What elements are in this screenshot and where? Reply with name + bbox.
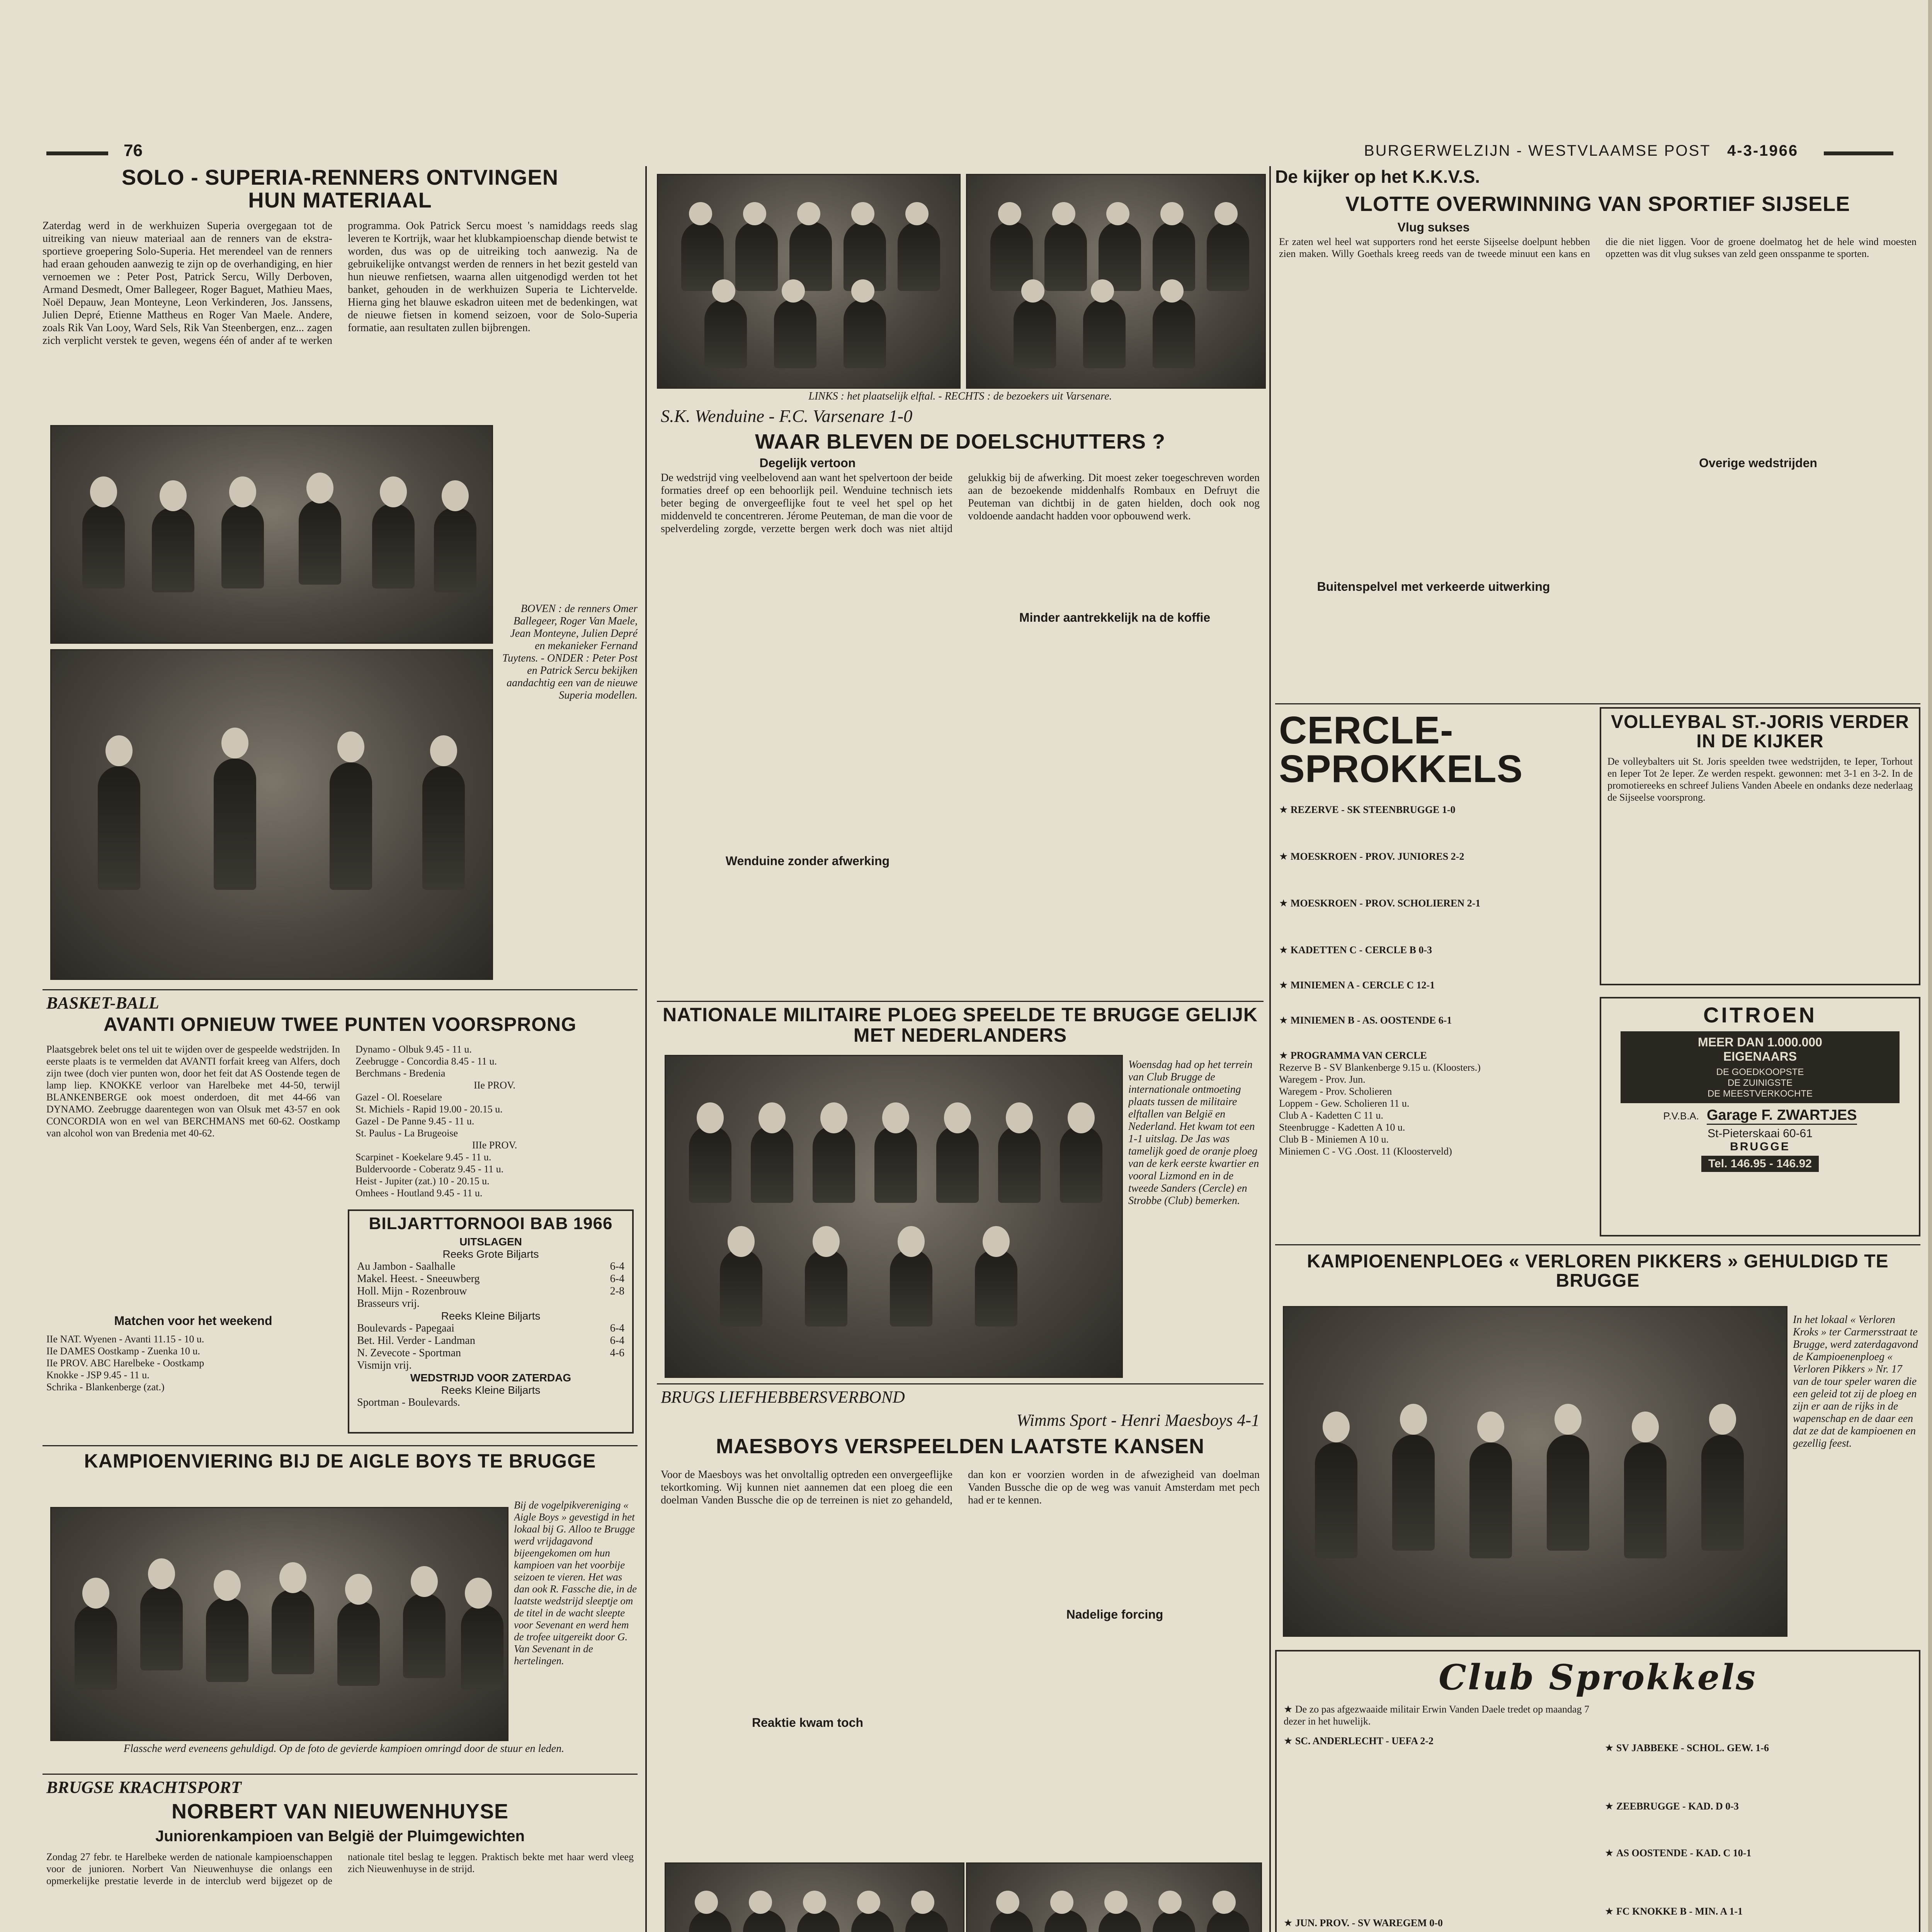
biljart-sat-line: Sportman - Boulevards. (357, 1396, 460, 1409)
club-item: ★ JUN. PROV. - SV WAREGEM 0-0 (1284, 1917, 1443, 1929)
star-icon: ★ (1279, 980, 1291, 991)
maes-sub-forcing: Nadelige forcing (1066, 1607, 1163, 1621)
biljart-row: Au Jambon - Saalhalle 6-4 (357, 1260, 624, 1273)
cercle-item: ★ REZERVE - SK STEENBRUGGE 1-0 (1279, 804, 1456, 815)
biljart-row: N. Zevecote - Sportman 4-6 (357, 1347, 624, 1359)
fixture-line: Zeebrugge - Concordia 8.45 - 11 u. (355, 1056, 497, 1067)
volley-box (1600, 707, 1920, 985)
biljart-row: Brasseurs vrij. (357, 1298, 420, 1310)
varsenare-team-photo-right (966, 174, 1266, 389)
cercle-program-line: Club B - Miniemen A 10 u. (1279, 1134, 1389, 1145)
maes-headline: MAESBOYS VERSPEELDEN LAATSTE KANSEN (716, 1435, 1205, 1458)
cercle-program-line: Rezerve B - SV Blankenberge 9.15 u. (Kloosters.) (1279, 1062, 1481, 1073)
kkvs-kicker: De kijker op het K.K.V.S. (1275, 167, 1480, 187)
column-1 (43, 166, 638, 451)
maes-sub-reaktie: Reaktie kwam toch (752, 1716, 864, 1730)
basket-matches-title: Matchen voor het weekend (114, 1314, 272, 1328)
solo-headline: SOLO - SUPERIA-RENNERS ONTVINGEN HUN MATERIAAL (121, 165, 559, 212)
citroen-brand: CITROEN (1703, 1003, 1817, 1027)
fixture-line: Heist - Jupiter (zat.) 10 - 20.15 u. (355, 1175, 490, 1187)
biljart-title: BILJARTTORNOOI BAB 1966 (369, 1214, 613, 1233)
kracht-headline: NORBERT VAN NIEUWENHUYSE (171, 1800, 509, 1823)
brugs-kicker: BRUGS LIEFHEBBERSVERBOND (661, 1388, 905, 1406)
maes-body: Voor de Maesboys was het onvoltallig optreden een onvergeeflijke tekortkoming. Wij kunnen niet aannemen dat een ploeg die een doelman Vanden Bussche die op de terreinen is niet zo gehandeld, dan kon er voorzien worden in de afwezigheid van doelman Vanden Bussche die op de weg was vanuit Amsterdam met pech had er te kennen. (661, 1469, 1260, 1506)
pikkers-caption: In het lokaal « Verloren Kroks » ter Carmersstraat te Brugge, werd zaterdagavond de Kampioenenploeg « Verloren Pikkers » Nr. 17 van de tour speler waren die een geleid tot zij de ploeg en zijn er aan de rijks in de wapenschap en de daar een dat ze dat de kampioenen en gezellig feest. (1793, 1314, 1918, 1449)
club-item: ★ SC. ANDERLECHT - UEFA 2-2 (1284, 1735, 1434, 1747)
header-bar-left (46, 151, 108, 155)
fixture-line: St. Michiels - Rapid 19.00 - 20.15 u. (355, 1104, 503, 1115)
star-icon: ★ (1279, 898, 1291, 909)
rule-nmp-top (657, 1001, 1264, 1002)
star-icon: ★ (1284, 1917, 1295, 1929)
biljart-reeks-grote: Reeks Grote Biljarts (442, 1248, 539, 1260)
basket-body: Plaatsgebrek belet ons tel uit te wijden over de gespeelde wedstrijden. In eerste plaats is te vermelden dat AVANTI forfait kreeg van Alfers, doch zijn twee (doch vier punten won, door het feit dat AS Oostende tegen de lamp liep. KNOKKE verloor van Harelbeke met 44-50, terwijl BLANKENBERGE ook moest onderdoen, dit met 44-66 van DYNAMO. Zeebrugge daarentegen won van Olsuk met 43-57 en ook CONCORDIA won en wel van BERCHMANS met 60-62. Oostkamp van alcohol won van Bredenia met 40-62. (46, 1044, 340, 1139)
rule-basket-top (43, 989, 638, 990)
star-icon: ★ (1605, 1801, 1616, 1812)
star-icon: ★ (1605, 1742, 1616, 1753)
biljart-row: Makel. Heest. - Sneeuwberg 6-4 (357, 1273, 624, 1285)
cercle-program-line: Waregem - Prov. Scholieren (1279, 1086, 1392, 1097)
biljart-row: Vismijn vrij. (357, 1359, 412, 1372)
sijsele-body: Er zaten wel heel wat supporters rond het eerste Sijseelse doelpunt hebben zien maken. Willy Goethals kreeg reeds van de tweede minuut een kans en die die niet liggen. Voor de groene doelmatog het de hele wind moesten opzetten was dit vlug sukses van zeld geen onsspanme te sporten. (1279, 236, 1917, 259)
citroen-pvba: P.V.B.A. (1663, 1110, 1699, 1122)
biljart-reeks-kleine: Reeks Kleine Biljarts (441, 1310, 541, 1322)
sijsele-sub-buitenspel: Buitenspelvel met verkeerde uitwerking (1317, 580, 1550, 594)
rule-cercle-top (1275, 703, 1920, 704)
aigle-caption: Bij de vogelpikvereniging « Aigle Boys » gevestigd in het lokaal bij G. Alloo te Brugge werd vrijdagavond bijeengekomen om hun kampioen van het voorbije seizoen te vieren. Het was dan ook R. Fassche die, in de laatste wedstrijd sleeptje om de titel in de wacht sleepte voor Sevenant en werd hem de trofee uitgereikt door G. Van Sevenant in de hertelingen. (514, 1499, 637, 1667)
sijsele-headline: VLOTTE OVERWINNING VAN SPORTIEF SIJSELE (1345, 192, 1850, 216)
column-rule-1 (645, 166, 647, 1932)
citroen-line2: EIGENAARS (1723, 1049, 1797, 1063)
wimms-photo (665, 1862, 964, 1932)
wenduine-team-photo-left (657, 174, 961, 389)
rule-pikkers-top (1275, 1244, 1920, 1245)
sijsele-sub-vlug: Vlug sukses (1397, 220, 1470, 234)
star-icon: ★ (1279, 804, 1291, 815)
match-line: Knokke - JSP 9.45 - 11 u. (46, 1369, 150, 1381)
kracht-body: Zondag 27 febr. te Harelbeke werden de nationale kampioenschappen voor de junioren. Norbert Van Nieuwenhuyse die onlangs een opmerkelijke prestatie leverde in de interclub werd bijgezet op de nationale titel beslag te leggen. Praktisch bekte met haar werd vleeg zich Nieuwenhuyse in de strijd. (46, 1851, 634, 1886)
doel-sub-degelijk: Degelijk vertoon (759, 456, 856, 470)
cercle-item: ★ MOESKROEN - PROV. SCHOLIEREN 2-1 (1279, 898, 1481, 909)
cercle-program-line: Miniemen C - VG .Oost. 11 (Kloosterveld) (1279, 1146, 1452, 1157)
star-icon: ★ (1284, 1704, 1295, 1715)
aigle-headline: KAMPIOENVIERING BIJ DE AIGLE BOYS TE BRUGGE (84, 1450, 596, 1472)
basket-matches-list (46, 1333, 340, 1393)
wenduine-match-kicker: S.K. Wenduine - F.C. Varsenare 1-0 (661, 406, 913, 426)
citroen-city: BRUGGE (1730, 1140, 1790, 1153)
citroen-tel: Tel. 146.95 - 146.92 (1701, 1156, 1819, 1172)
solo-photo-bottom (50, 649, 493, 980)
fixture-line: Berchmans - Bredenia (355, 1068, 446, 1079)
citroen-address: St-Pieterskaai 60-61 (1708, 1127, 1813, 1140)
cercle-item: ★ MINIEMEN B - AS. OOSTENDE 6-1 (1279, 1015, 1452, 1026)
rule-kracht-top (43, 1774, 638, 1775)
star-icon: ★ (1279, 851, 1291, 862)
solo-photo-top (50, 425, 493, 644)
wenduine-photo-caption: LINKS : het plaatselijk elftal. - RECHTS : de bezoekers uit Varsenare. (808, 390, 1112, 402)
biljart-zaterdag: WEDSTRIJD VOOR ZATERDAG (410, 1372, 571, 1384)
rule-aigle-top (43, 1445, 638, 1446)
pikkers-photo (1283, 1306, 1787, 1637)
biljart-box (348, 1209, 634, 1434)
fixture-line: IIe PROV. (474, 1080, 515, 1091)
aigle-photo (50, 1507, 509, 1741)
biljart-row: Bet. Hil. Verder - Landman 6-4 (357, 1335, 624, 1347)
biljart-row: Holl. Mijn - Rozenbrouw 2-8 (357, 1285, 624, 1298)
citroen-ad (1600, 997, 1920, 1236)
match-line: IIe NAT. Wyenen - Avanti 11.15 - 10 u. (46, 1333, 204, 1345)
club-item: ★ SV JABBEKE - SCHOL. GEW. 1-6 (1605, 1742, 1769, 1753)
doel-sub-afwerking: Wenduine zonder afwerking (725, 854, 890, 868)
club-item: ★ ZEEBRUGGE - KAD. D 0-3 (1605, 1801, 1739, 1812)
nmp-team-photo (665, 1055, 1123, 1378)
fixture-line: IIIe PROV. (472, 1139, 517, 1151)
column-rule-2 (1269, 166, 1271, 1932)
page-date: 4-3-1966 (1727, 142, 1799, 159)
basket-kicker: BASKET-BALL (46, 993, 159, 1012)
volley-body: De volleybalters uit St. Joris speelden twee wedstrijden, te Ieper, Torhout en Ieper Tot 2e Ieper. Ze werden respekt. gewonnen: met 3-1 en 3-2. In de promotiereeks en schreef Juliens Vanden Abeele en ondanks deze nederlaag de Sijseelse voorsprong. (1607, 755, 1913, 803)
match-line: IIe DAMES Oostkamp - Zuenka 10 u. (46, 1345, 200, 1357)
cercle-item: ★ PROGRAMMA VAN CERCLE (1279, 1050, 1427, 1061)
cercle-item: ★ KADETTEN C - CERCLE B 0-3 (1279, 944, 1432, 956)
cercle-program-line: Steenbrugge - Kadetten A 10 u. (1279, 1122, 1405, 1133)
cercle-program-line: Loppem - Gew. Scholieren 11 u. (1279, 1098, 1410, 1109)
volley-headline: VOLLEYBAL ST.-JORIS VERDER IN DE KIJKER (1611, 712, 1909, 752)
fixture-line: Scarpinet - Koekelare 9.45 - 11 u. (355, 1151, 492, 1163)
citroen-bullet: DE ZUINIGSTE (1727, 1078, 1793, 1088)
dynamo-list (355, 1043, 634, 1199)
citroen-bullet: DE GOEDKOOPSTE (1716, 1067, 1804, 1077)
nmp-caption: Woensdag had op het terrein van Club Brugge de internationale ontmoeting plaats tussen de militaire elftallen van België en Nederland. Het kwam tot een 1-1 uitslag. De Jas was tamelijk goed de oranje ploeg van de kerk eerste kwartier en vooral Lizmond en in de tweede Sanders (Cercle) en Strobbe (Club) bemerken. (1128, 1059, 1259, 1207)
pikkers-headline: KAMPIOENENPLOEG « VERLOREN PIKKERS » GEHULDIGD TE BRUGGE (1307, 1251, 1889, 1291)
club-sprokkels-box (1275, 1650, 1920, 1932)
cercle-program-line: Waregem - Prov. Jun. (1279, 1074, 1366, 1085)
fixture-line: Dynamo - Olbuk 9.45 - 11 u. (355, 1044, 472, 1055)
star-icon: ★ (1279, 1050, 1291, 1061)
fixture-line: St. Paulus - La Brugeoise (355, 1128, 458, 1139)
cercle-program-line: Club A - Kadetten C 11 u. (1279, 1110, 1383, 1121)
citroen-line1: MEER DAN 1.000.000 (1698, 1035, 1822, 1049)
biljart-reeks-kleine-2: Reeks Kleine Biljarts (441, 1384, 541, 1396)
basket-headline: AVANTI OPNIEUW TWEE PUNTEN VOORSPRONG (103, 1014, 577, 1035)
star-icon: ★ (1279, 944, 1291, 956)
solo-photo-caption: BOVEN : de renners Omer Ballegeer, Roger Van Maele, Jean Monteyne, Julien Depré en mekanieker Fernand Tuytens. - ONDER : Peter Post en Patrick Sercu bekijken aandachtig een van de nieuwe Superia modellen. (502, 603, 638, 701)
maesboys-photo (966, 1862, 1262, 1932)
biljart-uitslagen: UITSLAGEN (459, 1236, 522, 1248)
club-item: ★ AS OOSTENDE - KAD. C 10-1 (1605, 1847, 1752, 1859)
club-sprokkels-title: Club Sprokkels (1439, 1657, 1757, 1698)
wimms-result-line: Wimms Sport - Henri Maesboys 4-1 (1016, 1411, 1260, 1430)
fixture-line: Gazel - Ol. Roeselare (355, 1092, 442, 1103)
star-icon: ★ (1284, 1735, 1295, 1747)
kracht-sub: Juniorenkampioen van België der Pluimgewichten (155, 1828, 525, 1845)
match-line: Schrika - Blankenberge (zat.) (46, 1381, 165, 1393)
doelschutters-headline: WAAR BLEVEN DE DOELSCHUTTERS ? (755, 430, 1166, 453)
cercle-items (1279, 804, 1588, 1157)
club-item: ★ FC KNOKKE B - MIN. A 1-1 (1605, 1906, 1743, 1917)
aigle-bottom-caption: Flassche werd eveneens gehuldigd. Op de foto de gevierde kampioen omringd door de stuur en leden. (123, 1743, 565, 1755)
page-number: 76 (124, 141, 143, 160)
cercle-title: CERCLE- SPROKKELS (1279, 709, 1523, 791)
running-title: BURGERWELZIJN - WESTVLAAMSE POST (1364, 142, 1711, 159)
sijsele-sub-overige: Overige wedstrijden (1699, 456, 1817, 470)
club-body: ★ De zo pas afgezwaaide militair Erwin Vanden Daele tredet op maandag 7 dezer in het huwelijk. (1284, 1704, 1589, 1727)
kracht-kicker: BRUGSE KRACHTSPORT (46, 1778, 242, 1797)
citroen-dark-panel (1621, 1031, 1900, 1103)
adjacent-page-edge (1928, 0, 1932, 1932)
cercle-item: ★ MINIEMEN A - CERCLE C 12-1 (1279, 980, 1435, 991)
citroen-garage: Garage F. ZWARTJES (1707, 1107, 1857, 1125)
fixture-line: Gazel - De Panne 9.45 - 11 u. (355, 1116, 474, 1127)
star-icon: ★ (1605, 1847, 1616, 1859)
cercle-item: ★ MOESKROEN - PROV. JUNIORES 2-2 (1279, 851, 1464, 862)
fixture-line: Buldervoorde - Coberatz 9.45 - 11 u. (355, 1163, 504, 1175)
solo-article-body: Zaterdag werd in de werkhuizen Superia overgegaan tot de uitreiking van nieuw materiaal aan de renners van de ekstra-sportieve groepering Solo-Superia. Het merendeel van de renners had eraan gehouden aanwezig te zijn op de overhandiging, en hier vernoemen we : Peter Post, Patrick Sercu, Willy Derboven, Armand Desmedt, Omer Ballegeer, Roger Baguet, Mathieu Maes, Noël Depauw, Jean Monteyne, Leon Verkinderen, Jos. Janssens, Julien Depré, Etienne Mattheus en Roger Van Maele. Andere, zoals Rik Van Looy, Ward Sels, Rik Van Steenbergen, enz... zagen zich verplicht verstek te geven, wegens één of ander af te werken programma. Ook Patrick Sercu moest 's namiddags reeds slag leveren te Kortrijk, waar het klubkampioenschap diende betwist te worden, dus was op de uitreiking toch aanwezig. Na de gebruikelijke ontvangst werden de renners in het bezit gesteld van hun nieuwe renfietsen, waarna allen uitgenodigd werden tot het banket, gehouden in de werkhuizen Superia te Lichtervelde. Hierna ging het blauwe eskadron uiteen met de bedenkingen, wat de nieuwe fietsen in komend seizoen, voor de Solo-Superia formatie, aan resultaten zullen bijbrengen. (43, 219, 638, 347)
biljart-row: Boulevards - Papegaai 6-4 (357, 1322, 624, 1335)
star-icon: ★ (1605, 1906, 1616, 1917)
rule-brugs-top (657, 1383, 1264, 1384)
doel-body: De wedstrijd ving veelbelovend aan want het spelvertoon der beide formaties dreef op een behoorlijk peil. Wenduine technisch iets beter beging de onvergeeflijke fout te veel het spel op het middenveld te concentreren. Jérome Peuteman, de man die voor de spelverdeling zorgde, verzette bergen werk doch was niet altijd gelukkig bij de afwerking. Dit moest zeker toegeschreven worden aan de bezoekende middenhalfs Rombaux en Defruyt die Peuteman van dichtbij in de gaten hielden, doch ook nog voldoende aandacht hadden voor opbouwend werk. (661, 472, 1260, 535)
nmp-headline: NATIONALE MILITAIRE PLOEG SPEELDE TE BRUGGE GELIJK MET NEDERLANDERS (663, 1004, 1258, 1046)
fixture-line: Omhees - Houtland 9.45 - 11 u. (355, 1187, 483, 1199)
match-line: IIe PROV. ABC Harelbeke - Oostkamp (46, 1357, 204, 1369)
citroen-bullet: DE MEESTVERKOCHTE (1707, 1088, 1813, 1099)
doel-sub-koffie: Minder aantrekkelijk na de koffie (1019, 611, 1211, 624)
header-bar-right (1824, 151, 1893, 155)
star-icon: ★ (1279, 1015, 1291, 1026)
